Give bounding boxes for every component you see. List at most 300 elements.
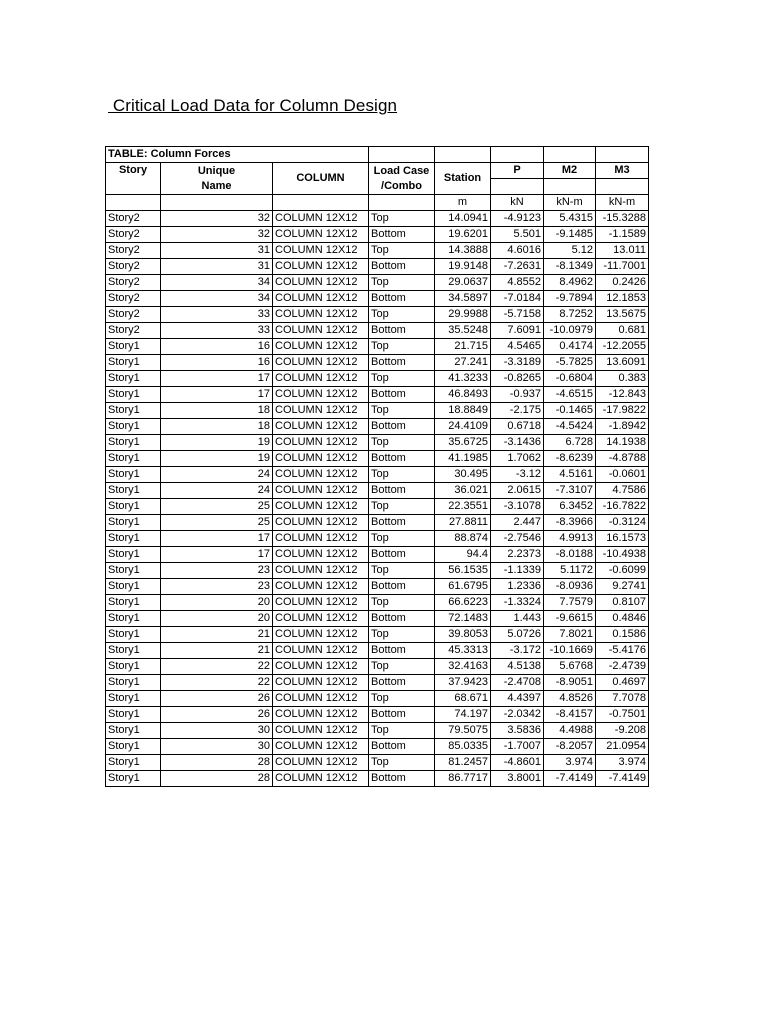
cell-column: COLUMN 12X12	[273, 419, 369, 435]
cell-m3: -0.7501	[596, 707, 649, 723]
cell-unique-name: 20	[161, 595, 273, 611]
cell-p: -0.8265	[491, 371, 544, 387]
cell-station: 32.4163	[435, 659, 491, 675]
table-row	[106, 339, 649, 355]
cell-m3: 3.974	[596, 755, 649, 771]
table-row	[106, 707, 649, 723]
cell-unique-name: 23	[161, 579, 273, 595]
cell-m3: 0.4697	[596, 675, 649, 691]
cell-m3: -0.6099	[596, 563, 649, 579]
cell-story: Story2	[106, 211, 161, 227]
cell-m2: 3.974	[544, 755, 596, 771]
cell-load-case: Top	[369, 627, 435, 643]
cell-p: 4.5465	[491, 339, 544, 355]
cell-unique-name: 17	[161, 547, 273, 563]
cell-p: -2.175	[491, 403, 544, 419]
cell-load-case: Bottom	[369, 451, 435, 467]
cell-unique-name: 26	[161, 707, 273, 723]
cell-column: COLUMN 12X12	[273, 243, 369, 259]
table-row	[106, 259, 649, 275]
cell-story: Story1	[106, 659, 161, 675]
cell-story: Story1	[106, 531, 161, 547]
cell-m3: -0.3124	[596, 515, 649, 531]
cell-unique-name: 21	[161, 627, 273, 643]
cell-station: 29.0637	[435, 275, 491, 291]
table-row	[106, 371, 649, 387]
cell-m3: -4.8788	[596, 451, 649, 467]
table-row	[106, 771, 649, 787]
header-column: COLUMN	[273, 163, 369, 195]
cell-story: Story2	[106, 307, 161, 323]
blank-cell	[369, 147, 435, 163]
header-row	[106, 163, 649, 179]
cell-station: 18.8849	[435, 403, 491, 419]
blank-cell	[161, 195, 273, 211]
header-load-case-line1: Load Case	[373, 164, 430, 177]
cell-story: Story1	[106, 403, 161, 419]
cell-m2: 5.4315	[544, 211, 596, 227]
cell-story: Story1	[106, 499, 161, 515]
table-row	[106, 723, 649, 739]
cell-load-case: Bottom	[369, 675, 435, 691]
cell-unique-name: 26	[161, 691, 273, 707]
cell-load-case: Top	[369, 563, 435, 579]
cell-m3: -10.4938	[596, 547, 649, 563]
cell-story: Story2	[106, 259, 161, 275]
cell-column: COLUMN 12X12	[273, 291, 369, 307]
cell-load-case: Bottom	[369, 291, 435, 307]
cell-m3: 16.1573	[596, 531, 649, 547]
cell-station: 27.241	[435, 355, 491, 371]
header-p: P	[491, 163, 544, 179]
cell-station: 29.9988	[435, 307, 491, 323]
cell-story: Story2	[106, 291, 161, 307]
cell-m3: -15.3288	[596, 211, 649, 227]
header-m2: M2	[544, 163, 596, 179]
cell-story: Story1	[106, 451, 161, 467]
cell-unique-name: 24	[161, 483, 273, 499]
cell-unique-name: 17	[161, 387, 273, 403]
table-row	[106, 291, 649, 307]
cell-m3: 0.1586	[596, 627, 649, 643]
blank-cell	[596, 179, 649, 195]
cell-station: 61.6795	[435, 579, 491, 595]
table-caption: TABLE: Column Forces	[106, 147, 369, 163]
cell-station: 14.3888	[435, 243, 491, 259]
table-row	[106, 387, 649, 403]
cell-load-case: Bottom	[369, 355, 435, 371]
cell-story: Story1	[106, 547, 161, 563]
cell-unique-name: 19	[161, 435, 273, 451]
cell-m2: 5.6768	[544, 659, 596, 675]
table-row	[106, 531, 649, 547]
cell-load-case: Top	[369, 691, 435, 707]
cell-unique-name: 19	[161, 451, 273, 467]
cell-story: Story1	[106, 611, 161, 627]
table-row	[106, 275, 649, 291]
header-m3: M3	[596, 163, 649, 179]
cell-m2: 7.7579	[544, 595, 596, 611]
cell-m2: 8.4962	[544, 275, 596, 291]
cell-m3: 0.681	[596, 323, 649, 339]
cell-m2: -9.6615	[544, 611, 596, 627]
cell-column: COLUMN 12X12	[273, 707, 369, 723]
cell-m2: 4.9913	[544, 531, 596, 547]
table-row	[106, 691, 649, 707]
cell-column: COLUMN 12X12	[273, 323, 369, 339]
cell-column: COLUMN 12X12	[273, 451, 369, 467]
cell-station: 27.8811	[435, 515, 491, 531]
header-unique-name-line1: Unique	[197, 164, 236, 177]
cell-column: COLUMN 12X12	[273, 515, 369, 531]
table-row	[106, 755, 649, 771]
header-story: Story	[106, 163, 161, 195]
cell-column: COLUMN 12X12	[273, 659, 369, 675]
cell-m2: -8.1349	[544, 259, 596, 275]
unit-station: m	[435, 195, 491, 211]
cell-column: COLUMN 12X12	[273, 739, 369, 755]
cell-m2: 5.12	[544, 243, 596, 259]
cell-p: 2.2373	[491, 547, 544, 563]
cell-m3: 0.2426	[596, 275, 649, 291]
cell-p: 2.0615	[491, 483, 544, 499]
unit-p: kN	[491, 195, 544, 211]
cell-m2: 7.8021	[544, 627, 596, 643]
cell-load-case: Bottom	[369, 259, 435, 275]
cell-m2: 6.728	[544, 435, 596, 451]
cell-station: 14.0941	[435, 211, 491, 227]
cell-m3: -17.9822	[596, 403, 649, 419]
table-row	[106, 515, 649, 531]
cell-story: Story1	[106, 627, 161, 643]
cell-load-case: Bottom	[369, 771, 435, 787]
cell-station: 39.8053	[435, 627, 491, 643]
cell-column: COLUMN 12X12	[273, 211, 369, 227]
cell-story: Story1	[106, 755, 161, 771]
cell-column: COLUMN 12X12	[273, 499, 369, 515]
cell-station: 35.5248	[435, 323, 491, 339]
cell-station: 34.5897	[435, 291, 491, 307]
cell-unique-name: 25	[161, 499, 273, 515]
cell-p: -5.7158	[491, 307, 544, 323]
cell-station: 45.3313	[435, 643, 491, 659]
cell-unique-name: 22	[161, 675, 273, 691]
cell-load-case: Top	[369, 659, 435, 675]
cell-m2: -0.1465	[544, 403, 596, 419]
cell-p: -3.1436	[491, 435, 544, 451]
cell-m3: 0.383	[596, 371, 649, 387]
cell-p: -2.7546	[491, 531, 544, 547]
cell-story: Story2	[106, 227, 161, 243]
table-row	[106, 499, 649, 515]
cell-p: 7.6091	[491, 323, 544, 339]
table-row	[106, 435, 649, 451]
cell-station: 19.9148	[435, 259, 491, 275]
cell-m3: 14.1938	[596, 435, 649, 451]
cell-unique-name: 28	[161, 755, 273, 771]
cell-m3: -1.1589	[596, 227, 649, 243]
cell-load-case: Top	[369, 211, 435, 227]
cell-load-case: Top	[369, 435, 435, 451]
cell-column: COLUMN 12X12	[273, 307, 369, 323]
cell-station: 46.8493	[435, 387, 491, 403]
cell-m2: -8.6239	[544, 451, 596, 467]
cell-p: 5.0726	[491, 627, 544, 643]
cell-p: 3.8001	[491, 771, 544, 787]
cell-m3: -12.843	[596, 387, 649, 403]
cell-m2: -0.6804	[544, 371, 596, 387]
cell-load-case: Bottom	[369, 483, 435, 499]
page-title: Critical Load Data for Column Design	[108, 96, 398, 115]
cell-p: 1.7062	[491, 451, 544, 467]
blank-cell	[491, 179, 544, 195]
cell-m2: -8.4157	[544, 707, 596, 723]
cell-column: COLUMN 12X12	[273, 227, 369, 243]
cell-column: COLUMN 12X12	[273, 435, 369, 451]
cell-m3: -1.8942	[596, 419, 649, 435]
cell-story: Story1	[106, 483, 161, 499]
cell-m2: -7.3107	[544, 483, 596, 499]
cell-load-case: Bottom	[369, 419, 435, 435]
cell-p: -3.1078	[491, 499, 544, 515]
cell-station: 81.2457	[435, 755, 491, 771]
table-row	[106, 211, 649, 227]
cell-load-case: Top	[369, 403, 435, 419]
cell-story: Story2	[106, 275, 161, 291]
cell-story: Story1	[106, 419, 161, 435]
cell-column: COLUMN 12X12	[273, 547, 369, 563]
cell-m3: 21.0954	[596, 739, 649, 755]
table-row	[106, 243, 649, 259]
cell-m2: -10.0979	[544, 323, 596, 339]
cell-story: Story1	[106, 771, 161, 787]
blank-cell	[596, 147, 649, 163]
cell-station: 35.6725	[435, 435, 491, 451]
blank-cell	[369, 195, 435, 211]
cell-column: COLUMN 12X12	[273, 531, 369, 547]
cell-unique-name: 25	[161, 515, 273, 531]
cell-column: COLUMN 12X12	[273, 387, 369, 403]
cell-m3: 13.6091	[596, 355, 649, 371]
cell-station: 36.021	[435, 483, 491, 499]
cell-p: -1.1339	[491, 563, 544, 579]
cell-p: 4.5138	[491, 659, 544, 675]
cell-m2: -9.7894	[544, 291, 596, 307]
cell-m2: 4.5161	[544, 467, 596, 483]
cell-m3: 13.011	[596, 243, 649, 259]
units-row	[106, 195, 649, 211]
table-row	[106, 451, 649, 467]
table-row	[106, 323, 649, 339]
cell-p: -3.12	[491, 467, 544, 483]
cell-story: Story1	[106, 355, 161, 371]
cell-unique-name: 32	[161, 227, 273, 243]
cell-p: 0.6718	[491, 419, 544, 435]
cell-column: COLUMN 12X12	[273, 755, 369, 771]
cell-m3: -9.208	[596, 723, 649, 739]
header-unique-name-line2: Name	[201, 179, 232, 192]
cell-station: 86.7717	[435, 771, 491, 787]
cell-m3: -0.0601	[596, 467, 649, 483]
cell-unique-name: 31	[161, 243, 273, 259]
cell-station: 24.4109	[435, 419, 491, 435]
cell-p: -4.9123	[491, 211, 544, 227]
cell-load-case: Bottom	[369, 323, 435, 339]
cell-story: Story1	[106, 595, 161, 611]
cell-column: COLUMN 12X12	[273, 339, 369, 355]
cell-station: 66.6223	[435, 595, 491, 611]
cell-m3: -12.2055	[596, 339, 649, 355]
cell-m2: 4.8526	[544, 691, 596, 707]
cell-station: 68.671	[435, 691, 491, 707]
cell-station: 41.3233	[435, 371, 491, 387]
table-row	[106, 307, 649, 323]
cell-m2: -4.6515	[544, 387, 596, 403]
cell-unique-name: 30	[161, 723, 273, 739]
cell-column: COLUMN 12X12	[273, 403, 369, 419]
blank-cell	[544, 147, 596, 163]
cell-story: Story1	[106, 467, 161, 483]
cell-load-case: Bottom	[369, 611, 435, 627]
table-row	[106, 227, 649, 243]
caption-row	[106, 147, 649, 163]
cell-column: COLUMN 12X12	[273, 563, 369, 579]
cell-story: Story1	[106, 675, 161, 691]
cell-load-case: Bottom	[369, 547, 435, 563]
cell-station: 74.197	[435, 707, 491, 723]
cell-unique-name: 33	[161, 323, 273, 339]
cell-story: Story1	[106, 739, 161, 755]
cell-load-case: Top	[369, 755, 435, 771]
cell-station: 19.6201	[435, 227, 491, 243]
cell-story: Story1	[106, 723, 161, 739]
unit-m3: kN-m	[596, 195, 649, 211]
cell-m3: 7.7078	[596, 691, 649, 707]
cell-m3: -2.4739	[596, 659, 649, 675]
cell-m2: 0.4174	[544, 339, 596, 355]
cell-unique-name: 33	[161, 307, 273, 323]
cell-m3: 13.5675	[596, 307, 649, 323]
cell-m2: -8.0936	[544, 579, 596, 595]
cell-p: 2.447	[491, 515, 544, 531]
cell-column: COLUMN 12X12	[273, 579, 369, 595]
cell-p: 5.501	[491, 227, 544, 243]
cell-p: -7.2631	[491, 259, 544, 275]
cell-p: 1.443	[491, 611, 544, 627]
cell-story: Story1	[106, 515, 161, 531]
cell-load-case: Bottom	[369, 739, 435, 755]
cell-column: COLUMN 12X12	[273, 259, 369, 275]
header-load-case	[369, 163, 435, 195]
cell-p: -4.8601	[491, 755, 544, 771]
cell-column: COLUMN 12X12	[273, 467, 369, 483]
cell-load-case: Top	[369, 275, 435, 291]
cell-column: COLUMN 12X12	[273, 483, 369, 499]
blank-cell	[544, 179, 596, 195]
cell-m3: -11.7001	[596, 259, 649, 275]
cell-unique-name: 28	[161, 771, 273, 787]
cell-unique-name: 30	[161, 739, 273, 755]
cell-column: COLUMN 12X12	[273, 627, 369, 643]
cell-p: -2.4708	[491, 675, 544, 691]
cell-load-case: Top	[369, 307, 435, 323]
cell-load-case: Top	[369, 723, 435, 739]
cell-station: 94.4	[435, 547, 491, 563]
cell-load-case: Top	[369, 595, 435, 611]
cell-story: Story1	[106, 339, 161, 355]
cell-m3: -7.4149	[596, 771, 649, 787]
cell-station: 72.1483	[435, 611, 491, 627]
cell-load-case: Bottom	[369, 707, 435, 723]
cell-p: 4.6016	[491, 243, 544, 259]
cell-p: -2.0342	[491, 707, 544, 723]
cell-unique-name: 16	[161, 355, 273, 371]
table-row	[106, 483, 649, 499]
blank-cell	[106, 195, 161, 211]
cell-unique-name: 20	[161, 611, 273, 627]
table-row	[106, 419, 649, 435]
blank-cell	[273, 195, 369, 211]
cell-unique-name: 34	[161, 275, 273, 291]
cell-m2: 5.1172	[544, 563, 596, 579]
table-row	[106, 659, 649, 675]
cell-column: COLUMN 12X12	[273, 723, 369, 739]
cell-load-case: Top	[369, 467, 435, 483]
cell-load-case: Top	[369, 243, 435, 259]
cell-unique-name: 23	[161, 563, 273, 579]
cell-p: -3.172	[491, 643, 544, 659]
cell-unique-name: 18	[161, 419, 273, 435]
cell-station: 56.1535	[435, 563, 491, 579]
cell-load-case: Bottom	[369, 227, 435, 243]
cell-m2: -10.1669	[544, 643, 596, 659]
cell-m2: 8.7252	[544, 307, 596, 323]
cell-m2: 4.4988	[544, 723, 596, 739]
cell-story: Story2	[106, 323, 161, 339]
cell-m2: 6.3452	[544, 499, 596, 515]
cell-p: 4.8552	[491, 275, 544, 291]
cell-story: Story1	[106, 371, 161, 387]
cell-unique-name: 22	[161, 659, 273, 675]
table-row	[106, 403, 649, 419]
cell-unique-name: 18	[161, 403, 273, 419]
cell-m3: -5.4176	[596, 643, 649, 659]
cell-m3: 12.1853	[596, 291, 649, 307]
cell-column: COLUMN 12X12	[273, 275, 369, 291]
cell-column: COLUMN 12X12	[273, 643, 369, 659]
table-row	[106, 355, 649, 371]
table-row	[106, 643, 649, 659]
cell-load-case: Top	[369, 499, 435, 515]
cell-column: COLUMN 12X12	[273, 355, 369, 371]
cell-station: 37.9423	[435, 675, 491, 691]
cell-m3: 0.4846	[596, 611, 649, 627]
cell-station: 22.3551	[435, 499, 491, 515]
cell-m3: 9.2741	[596, 579, 649, 595]
table-row	[106, 579, 649, 595]
cell-station: 21.715	[435, 339, 491, 355]
table-row	[106, 547, 649, 563]
blank-cell	[435, 147, 491, 163]
cell-column: COLUMN 12X12	[273, 371, 369, 387]
cell-m2: -8.9051	[544, 675, 596, 691]
cell-story: Story1	[106, 643, 161, 659]
cell-m2: -9.1485	[544, 227, 596, 243]
cell-unique-name: 16	[161, 339, 273, 355]
cell-unique-name: 17	[161, 531, 273, 547]
cell-m2: -8.0188	[544, 547, 596, 563]
cell-unique-name: 34	[161, 291, 273, 307]
